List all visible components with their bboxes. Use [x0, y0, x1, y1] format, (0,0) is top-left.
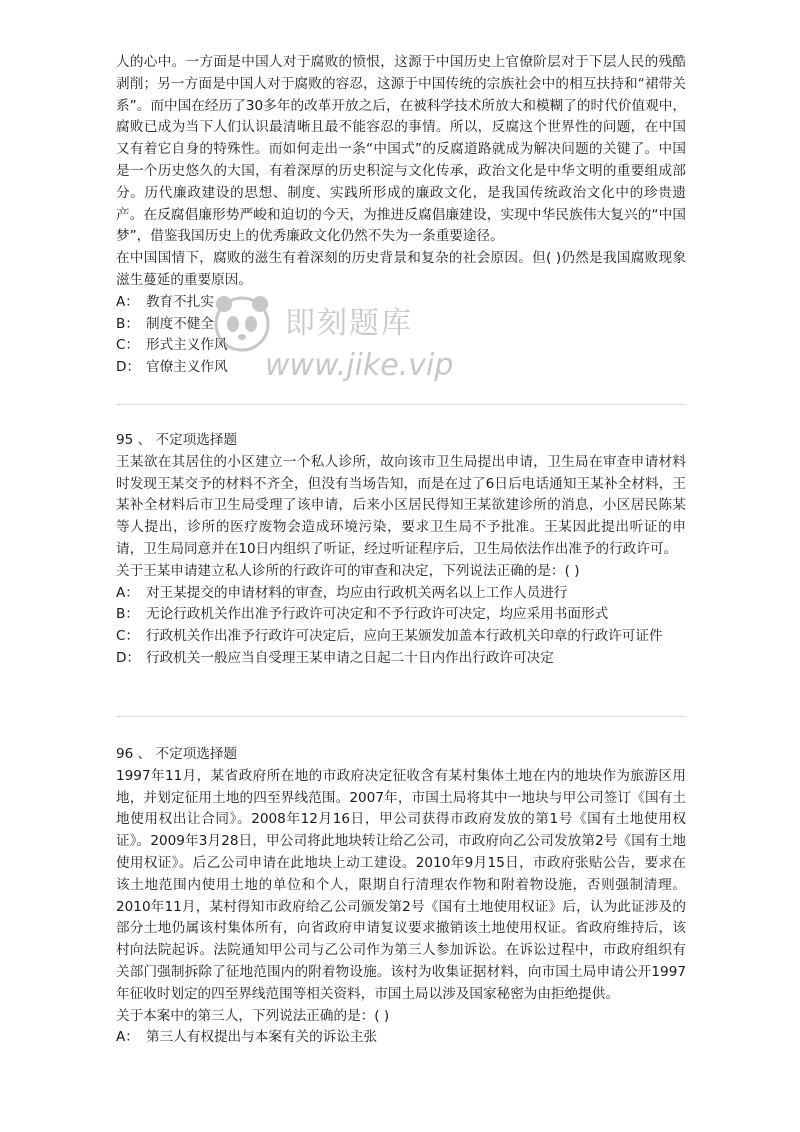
option-key: A：: [116, 293, 139, 310]
question-passage: 王某欲在其居住的小区建立一个私人诊所，故向该市卫生局提出申请，卫生局在审查申请材料时发现王某交予的材料不齐全，但没有当场告知，而是在过了6日后电话通知王某补全材料，王某补全材料后市卫生局受理了该申请，后来小区居民得知王某欲建诊所的消息，小区居民陈某等人提出，诊所的医疗废物会造成环境污染，要求卫生局不予批准。王某因此提出听证的申请，卫生局同意并在10日内组织了听证，经过听证程序后，卫生局依法作出准予的行政许可。: [116, 453, 686, 557]
question-stem: 关于本案中的第三人，下列说法正确的是：( ): [116, 1007, 390, 1024]
option-b[interactable]: [116, 314, 686, 336]
question-options: [116, 583, 686, 670]
option-key: D：: [116, 359, 141, 376]
option-key: A：: [116, 584, 139, 601]
option-a[interactable]: [116, 1027, 686, 1049]
watermark-url: www.jike.vip: [265, 348, 454, 383]
question-header: 96 、 不定项选择题: [116, 746, 238, 762]
option-a[interactable]: [116, 583, 686, 605]
option-text: 官僚主义作风: [146, 359, 228, 376]
option-key: C：: [116, 337, 140, 354]
option-key: A：: [116, 1029, 139, 1046]
question-options: [116, 1027, 686, 1049]
question-stem: 关于王某申请建立私人诊所的行政许可的审查和决定，下列说法正确的是：( ): [116, 562, 580, 579]
option-text: 教育不扎实: [146, 293, 214, 310]
option-key: B：: [116, 606, 139, 623]
question-header: 95 、 不定项选择题: [116, 432, 238, 448]
option-text: 形式主义作风: [146, 337, 228, 354]
question-passage: 1997年11月，某省政府所在地的市政府决定征收含有某村集体土地在内的地块作为旅游区用地，并划定征用土地的四至界线范围。2007年，市国土局将其中一地块与甲公司签订《国有土地使用权出让合同》。2008年12月16日，甲公司获得市政府发放的第1号《国有土地使用权证》。2009年3月28日，甲公司将此地块转让给乙公司，市政府向乙公司发放第2号《国有土地使用权证》。后乙公司申请在此地块上动工建设。2010年9月15日，市政府张贴公告，要求在该土地范围内使用土地的单位和个人，限期自行清理农作物和附着物设施，否则强制清理。2010年11月，某村得知市政府给乙公司颁发第2号《国有土地使用权证》后，认为此证涉及的部分土地仍属该村集体所有，向省政府申请复议要求撤销该土地使用权证。省政府维持后，该村向法院起诉。法院通知甲公司与乙公司作为第三人参加诉讼。在诉讼过程中，市政府组织有关部门强制拆除了征地范围内的附着物设施。该村为收集证据材料，向市国土局申请公开1997年征收时划定的四至界线范围等相关资料，市国土局以涉及国家秘密为由拒绝提供。: [116, 767, 686, 1002]
question-95: [116, 430, 686, 670]
option-key: D：: [116, 649, 141, 666]
option-text: 对王某提交的申请材料的审查，均应由行政机关两名以上工作人员进行: [146, 584, 568, 601]
option-d[interactable]: [116, 648, 686, 670]
intro-section: [116, 52, 686, 379]
option-text: 行政机关一般应当自受理王某申请之日起二十日内作出行政许可决定: [146, 649, 554, 666]
watermark-brand: 即刻题库: [285, 306, 413, 341]
option-b[interactable]: [116, 604, 686, 626]
option-text: 行政机关作出准予行政许可决定后，应向王某颁发加盖本行政机关印章的行政许可证件: [146, 628, 663, 645]
intro-passage: 人的心中。一方面是中国人对于腐败的愤恨，这源于中国历史上官僚阶层对于下层人民的残酷剥削；另一方面是中国人对于腐败的容忍，这源于中国传统的宗族社会中的相互扶持和“裙带关系”。而中国在经历了30多年的改革开放之后，在被科学技术所放大和模糊了的时代价值观中，腐败已成为当下人们认识最清晰且最不能容忍的事情。所以，反腐这个世界性的问题，在中国又有着它自身的特殊性。而如何走出一条“中国式”的反腐道路就成为解决问题的关键了。中国是一个历史悠久的大国，有着深厚的历史积淀与文化传承，政治文化是中华文明的重要组成部分。历代廉政建设的思想、制度、实践所形成的廉政文化，是我国传统政治文化中的珍贵遗产。在反腐倡廉形势严峻和迫切的今天，为推进反腐倡廉建设，实现中华民族伟大复兴的“中国梦”，借鉴我国历史上的优秀廉政文化仍然不失为一条重要途径。: [116, 54, 686, 245]
option-text: 制度不健全: [146, 315, 214, 332]
option-text: 无论行政机关作出准予行政许可决定和不予行政许可决定，均应采用书面形式: [146, 606, 609, 623]
divider: [116, 716, 686, 717]
intro-question: 在中国国情下，腐败的滋生有着深刻的历史背景和复杂的社会原因。但( )仍然是我国腐败现象滋生蔓延的重要原因。: [116, 250, 686, 288]
option-key: B：: [116, 315, 139, 332]
option-d[interactable]: [116, 357, 686, 379]
option-c[interactable]: [116, 626, 686, 648]
option-key: C：: [116, 628, 140, 645]
option-a[interactable]: [116, 292, 686, 314]
option-text: 第三人有权提出与本案有关的诉讼主张: [146, 1029, 378, 1046]
intro-options: [116, 292, 686, 379]
divider: [116, 404, 686, 405]
question-96: [116, 744, 686, 1049]
option-c[interactable]: [116, 335, 686, 357]
